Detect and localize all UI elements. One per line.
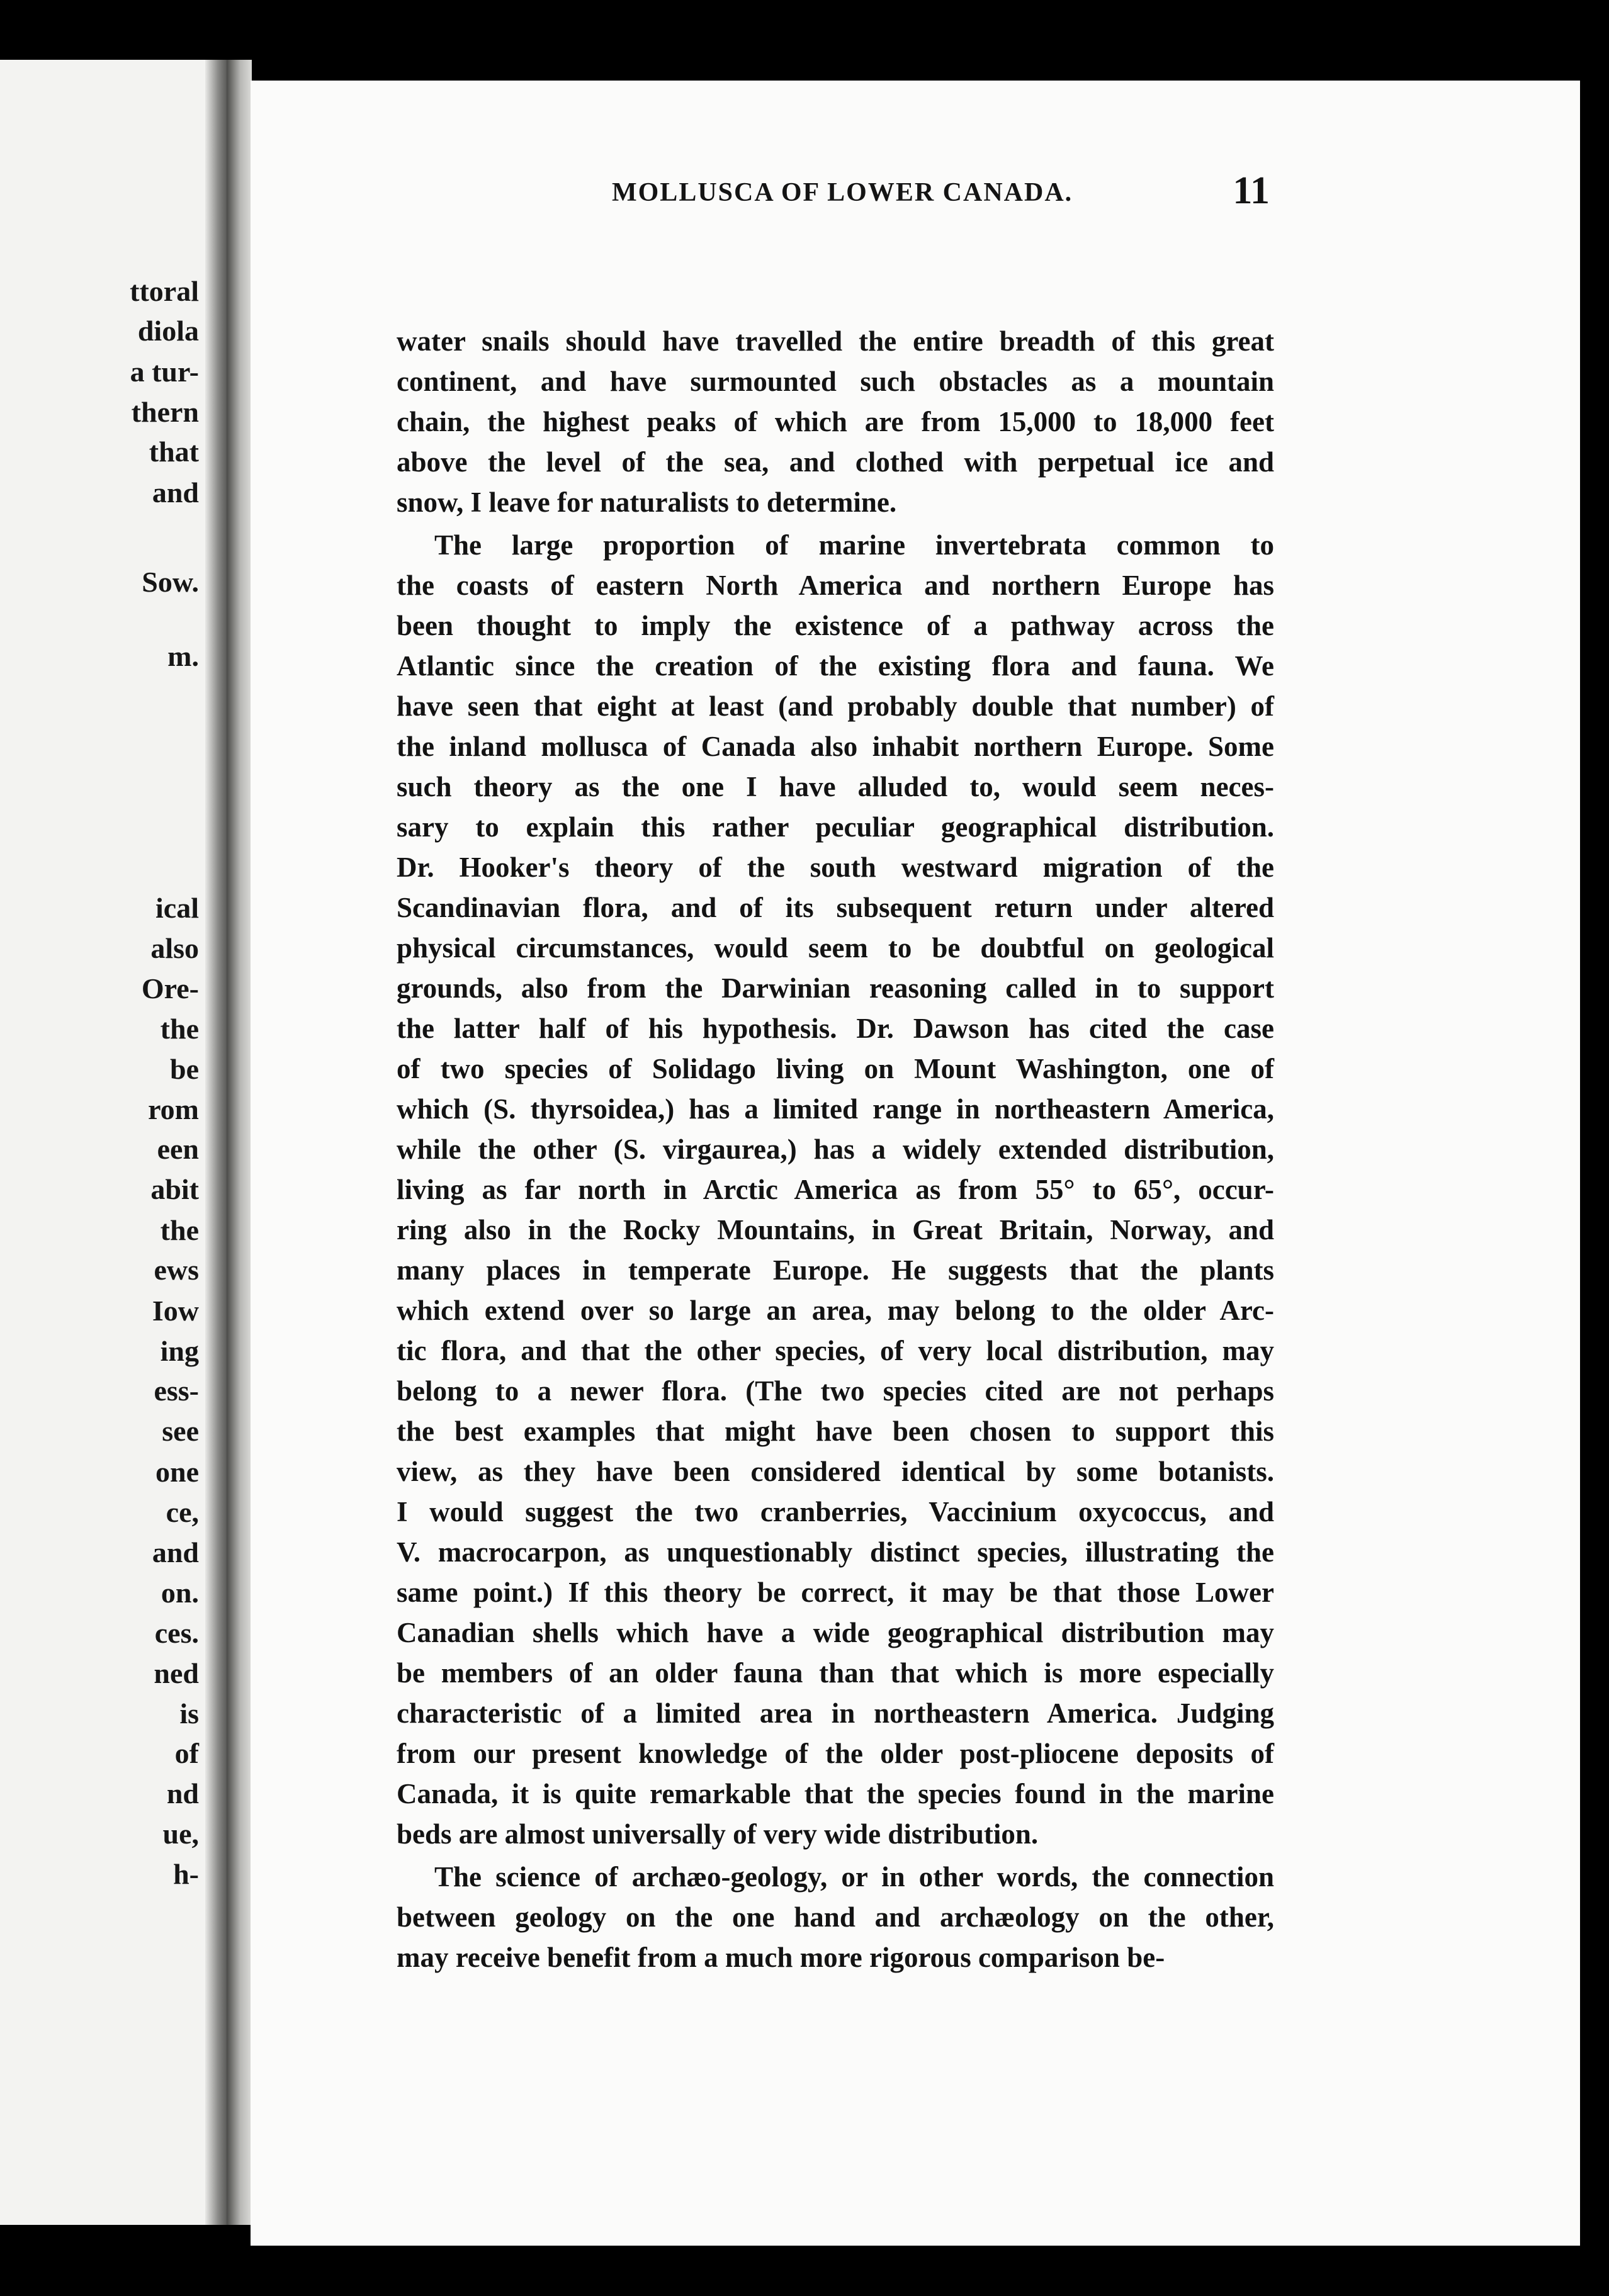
previous-page-fragment: thern bbox=[131, 396, 199, 428]
text-line: many places in temperate Europe. He suggests that the plants bbox=[397, 1254, 1274, 1286]
previous-page-fragment: one bbox=[155, 1456, 199, 1488]
running-head bbox=[354, 169, 1270, 213]
text-line: Atlantic since the creation of the existing flora and fauna. We bbox=[397, 650, 1274, 682]
previous-page-fragment: a tur- bbox=[130, 356, 199, 388]
previous-page-fragment: the bbox=[160, 1013, 199, 1045]
text-line: which extend over so large an area, may belong to the older Arc- bbox=[397, 1295, 1274, 1326]
previous-page-fragment: ttoral bbox=[130, 275, 199, 307]
previous-page-fragment: is bbox=[179, 1697, 199, 1730]
previous-page-fragment: Ore- bbox=[141, 972, 199, 1004]
text-line: from our present knowledge of the older post-pliocene deposits of bbox=[397, 1738, 1274, 1769]
text-line: while the other (S. virgaurea,) has a widely extended distribution, bbox=[397, 1134, 1274, 1165]
previous-page-fragment: also bbox=[150, 932, 199, 964]
previous-page-fragment: ce, bbox=[166, 1496, 199, 1528]
gutter-shadow bbox=[205, 60, 227, 2225]
text-line: beds are almost universally of very wide distribution. bbox=[397, 1818, 1039, 1850]
text-line: water snails should have travelled the entire breadth of this great bbox=[397, 325, 1274, 357]
previous-page-fragment: h- bbox=[173, 1858, 199, 1890]
text-line: living as far north in Arctic America as from 55° to 65°, occur- bbox=[397, 1174, 1274, 1205]
previous-page-fragment: rom bbox=[148, 1093, 199, 1125]
text-line: V. macrocarpon, as unquestionably distinct species, illustrating the bbox=[397, 1536, 1274, 1568]
page-number: 11 bbox=[1233, 169, 1270, 212]
text-line: the best examples that might have been chosen to support this bbox=[397, 1415, 1274, 1447]
previous-page-fragment: that bbox=[149, 436, 199, 468]
text-line: the latter half of his hypothesis. Dr. Dawson has cited the case bbox=[397, 1013, 1274, 1044]
previous-page-fragment: een bbox=[157, 1133, 199, 1165]
previous-page-fragment: ue, bbox=[162, 1818, 199, 1850]
text-line: may receive benefit from a much more rigorous comparison be- bbox=[397, 1942, 1165, 1973]
text-line: characteristic of a limited area in northeastern America. Judging bbox=[397, 1697, 1274, 1729]
previous-page-fragment: ing bbox=[160, 1335, 199, 1367]
previous-page-fragment: be bbox=[170, 1053, 199, 1085]
previous-page-fragment: ess- bbox=[154, 1375, 199, 1407]
previous-page-fragment: nd bbox=[166, 1777, 199, 1809]
text-line: above the level of the sea, and clothed with perpetual ice and bbox=[397, 446, 1274, 478]
previous-page-fragment: of bbox=[174, 1737, 199, 1769]
text-line: physical circumstances, would seem to be doubtful on geological bbox=[397, 932, 1274, 964]
text-line: such theory as the one I have alluded to, would seem neces- bbox=[397, 771, 1274, 802]
text-line: snow, I leave for naturalists to determine. bbox=[397, 487, 897, 518]
previous-page-fragment: see bbox=[162, 1415, 199, 1447]
previous-page-fragment: the bbox=[160, 1214, 199, 1246]
text-line: tic flora, and that the other species, of very local distribution, may bbox=[397, 1335, 1274, 1366]
text-line: sary to explain this rather peculiar geographical distribution. bbox=[397, 811, 1274, 843]
running-title: MOLLUSCA OF LOWER CANADA. bbox=[612, 178, 1073, 207]
text-line: same point.) If this theory be correct, it may be that those Lower bbox=[397, 1577, 1274, 1608]
previous-page-fragment: m. bbox=[167, 640, 199, 672]
text-line: Canadian shells which have a wide geographical distribution may bbox=[397, 1617, 1274, 1648]
previous-page-fragment: ces. bbox=[154, 1617, 199, 1649]
text-line: between geology on the one hand and archæology on the other, bbox=[397, 1901, 1274, 1933]
text-line: Dr. Hooker's theory of the south westward migration of the bbox=[397, 852, 1274, 883]
text-line: been thought to imply the existence of a pathway across the bbox=[397, 610, 1274, 641]
previous-page-fragment: on. bbox=[161, 1577, 199, 1609]
text-line: continent, and have surmounted such obstacles as a mountain bbox=[397, 366, 1274, 397]
text-line: the coasts of eastern North America and northern Europe has bbox=[397, 570, 1274, 601]
previous-page-fragment: ical bbox=[155, 892, 199, 924]
book-gutter bbox=[227, 60, 252, 2225]
text-line: which (S. thyrsoidea,) has a limited range in northeastern America, bbox=[397, 1093, 1274, 1125]
previous-page-fragment: ews bbox=[154, 1254, 199, 1286]
text-line: Canada, it is quite remarkable that the species found in the marine bbox=[397, 1778, 1274, 1809]
previous-page-fragment: ned bbox=[154, 1657, 199, 1689]
text-line: ring also in the Rocky Mountains, in Great Britain, Norway, and bbox=[397, 1214, 1274, 1246]
text-line: the inland mollusca of Canada also inhabit northern Europe. Some bbox=[397, 731, 1274, 762]
text-line: Scandinavian flora, and of its subsequent return under altered bbox=[397, 892, 1274, 923]
text-line: be members of an older fauna than that which is more especially bbox=[397, 1657, 1274, 1689]
text-line: of two species of Solidago living on Mount Washington, one of bbox=[397, 1053, 1274, 1084]
text-line: have seen that eight at least (and probably double that number) of bbox=[397, 690, 1274, 722]
previous-page-fragment: abit bbox=[150, 1173, 199, 1205]
text-line: The science of archæo-geology, or in other words, the connection bbox=[434, 1861, 1274, 1893]
previous-page-fragment: and bbox=[152, 476, 199, 509]
previous-page-fragment: and bbox=[152, 1536, 199, 1568]
text-line: view, as they have been considered identical by some botanists. bbox=[397, 1456, 1274, 1487]
text-line: I would suggest the two cranberries, Vaccinium oxycoccus, and bbox=[397, 1496, 1274, 1528]
previous-page-fragment: Sow. bbox=[142, 566, 199, 598]
text-line: grounds, also from the Darwinian reasoning called in to support bbox=[397, 972, 1274, 1004]
previous-page-edge bbox=[0, 60, 227, 2225]
previous-page-fragment: Iow bbox=[152, 1295, 199, 1327]
previous-page-fragment: diola bbox=[137, 315, 199, 347]
text-line: belong to a newer flora. (The two species cited are not perhaps bbox=[397, 1375, 1274, 1407]
text-line: The large proportion of marine invertebrata common to bbox=[434, 529, 1274, 561]
text-line: chain, the highest peaks of which are from 15,000 to 18,000 feet bbox=[397, 406, 1274, 437]
